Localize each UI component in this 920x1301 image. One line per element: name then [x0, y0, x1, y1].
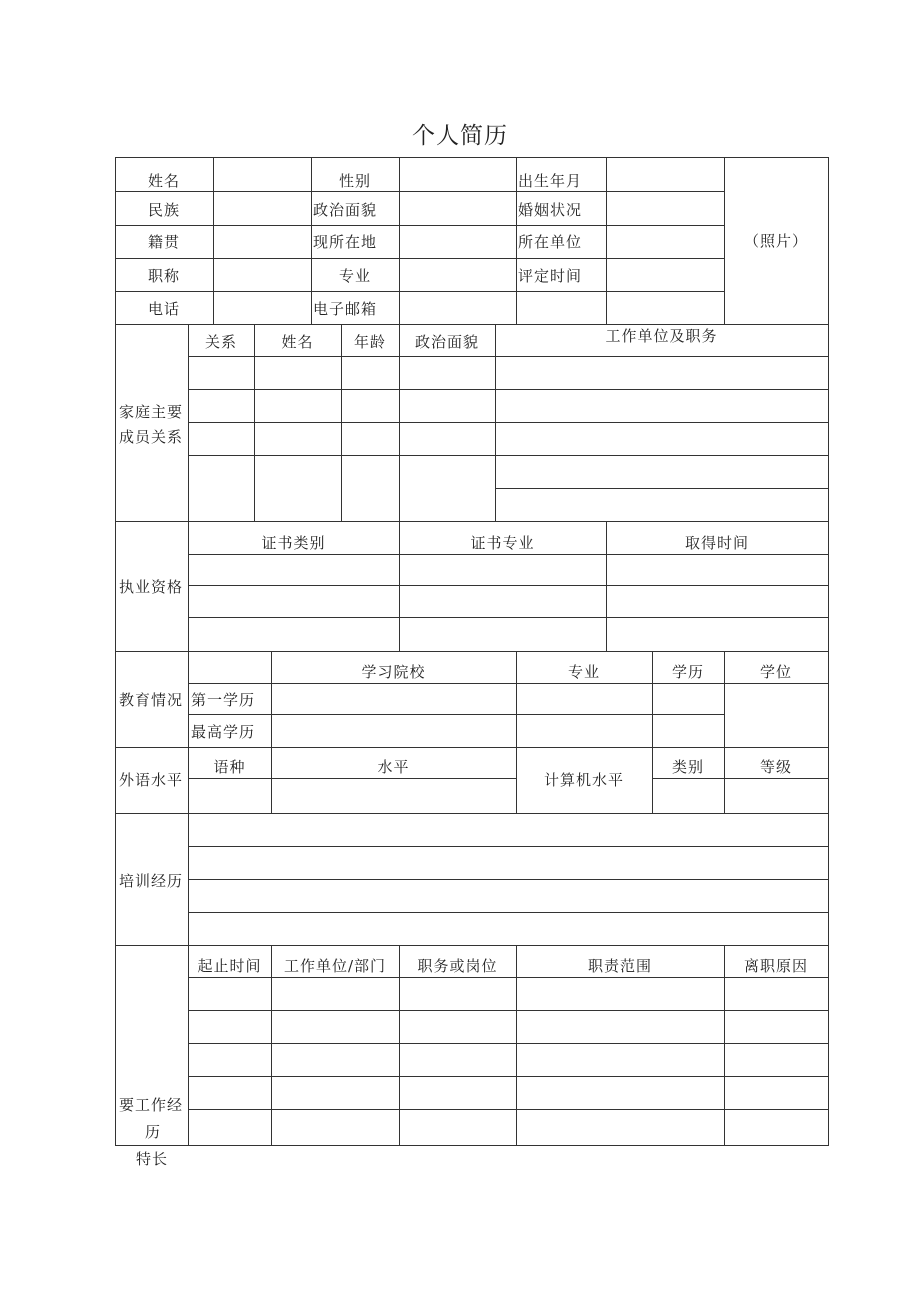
grid-line	[188, 422, 828, 423]
grid-line	[188, 912, 828, 913]
column-header: 政治面貌	[414, 333, 479, 351]
section-divider	[115, 651, 828, 652]
specialty-label: 特长	[136, 1150, 169, 1168]
grid-line	[399, 157, 400, 324]
photo-placeholder: （照片）	[743, 232, 808, 250]
computer-level-label: 计算机水平	[543, 771, 624, 789]
resume-table	[115, 157, 828, 1145]
grid-line	[188, 714, 724, 715]
section-label-qualification: 执业资格	[119, 578, 184, 596]
grid-line	[188, 846, 828, 847]
grid-line	[516, 945, 517, 1145]
column-header: 职务或岗位	[417, 957, 498, 975]
grid-line	[188, 554, 828, 555]
grid-line	[495, 488, 828, 489]
label-name: 姓名	[147, 172, 180, 190]
grid-line	[188, 1109, 828, 1110]
grid-line	[188, 683, 828, 684]
column-header: 取得时间	[684, 534, 749, 552]
section-divider	[115, 945, 828, 946]
column-header: 工作单位及职务	[605, 327, 718, 345]
section-label-family: 成员关系	[119, 428, 184, 446]
column-header: 离职原因	[743, 957, 808, 975]
grid-line	[516, 157, 517, 324]
grid-line	[271, 945, 272, 1145]
column-header: 学习院校	[361, 663, 426, 681]
grid-line	[652, 778, 828, 779]
grid-line	[271, 747, 272, 813]
grid-line	[188, 455, 828, 456]
grid-line	[188, 977, 828, 978]
column-header: 证书专业	[470, 534, 535, 552]
section-divider	[115, 813, 828, 814]
grid-line	[188, 1043, 828, 1044]
grid-line	[115, 258, 724, 259]
grid-line	[652, 747, 653, 813]
grid-line	[115, 291, 724, 292]
row-label: 第一学历	[191, 691, 256, 709]
grid-line	[399, 945, 400, 1145]
section-label-family: 家庭主要	[119, 403, 184, 421]
section-label-education: 教育情况	[119, 691, 184, 709]
grid-line	[188, 389, 828, 390]
column-header: 起止时间	[197, 957, 262, 975]
column-header: 语种	[213, 758, 246, 776]
grid-line	[188, 585, 828, 586]
grid-line	[213, 157, 214, 324]
grid-line	[188, 651, 189, 747]
label-gender: 性别	[338, 172, 371, 190]
grid-line	[188, 324, 189, 521]
label-eval-time: 评定时间	[518, 267, 583, 285]
label-employer: 所在单位	[518, 233, 583, 251]
column-header: 年龄	[353, 333, 386, 351]
label-phone: 电话	[147, 300, 180, 318]
grid-line	[188, 356, 828, 357]
column-header: 专业	[567, 663, 600, 681]
grid-line	[724, 747, 725, 813]
grid-line	[495, 324, 496, 521]
grid-line	[724, 945, 725, 1145]
column-header: 工作单位/部门	[283, 957, 387, 975]
grid-line	[115, 191, 724, 192]
grid-line	[188, 1076, 828, 1077]
section-label-language: 外语水平	[119, 771, 184, 789]
page-title: 个人简历	[412, 123, 508, 149]
grid-line	[188, 813, 189, 945]
column-header: 类别	[671, 758, 704, 776]
label-ethnic: 民族	[147, 201, 180, 219]
section-label-work: 历	[145, 1123, 162, 1141]
section-label-work: 要工作经	[119, 1096, 184, 1114]
column-header: 水平	[377, 758, 410, 776]
grid-line	[188, 1010, 828, 1011]
label-political: 政治面貌	[313, 201, 378, 219]
column-header: 学历	[671, 663, 704, 681]
label-marital: 婚姻状况	[518, 201, 583, 219]
column-header: 姓名	[281, 333, 314, 351]
section-label-training: 培训经历	[119, 872, 184, 890]
grid-line	[188, 879, 828, 880]
grid-line	[188, 617, 828, 618]
grid-line	[188, 747, 189, 813]
label-native: 籍贯	[147, 233, 180, 251]
column-header: 学位	[759, 663, 792, 681]
column-header: 关系	[204, 333, 237, 351]
section-divider	[115, 521, 828, 522]
grid-line	[254, 324, 255, 521]
label-major: 专业	[338, 267, 371, 285]
grid-line	[188, 945, 189, 1145]
label-residence: 现所在地	[313, 233, 378, 251]
label-birth: 出生年月	[518, 172, 583, 190]
label-email: 电子邮箱	[313, 300, 378, 318]
column-header: 职责范围	[587, 957, 652, 975]
grid-line	[188, 778, 516, 779]
grid-line	[115, 225, 724, 226]
column-header: 证书类别	[261, 534, 326, 552]
grid-line	[606, 157, 607, 324]
section-divider	[115, 324, 828, 325]
row-label: 最高学历	[191, 723, 256, 741]
column-header: 等级	[759, 758, 792, 776]
section-divider	[115, 747, 828, 748]
grid-line	[341, 324, 342, 521]
grid-line	[399, 324, 400, 521]
label-title: 职称	[147, 267, 180, 285]
